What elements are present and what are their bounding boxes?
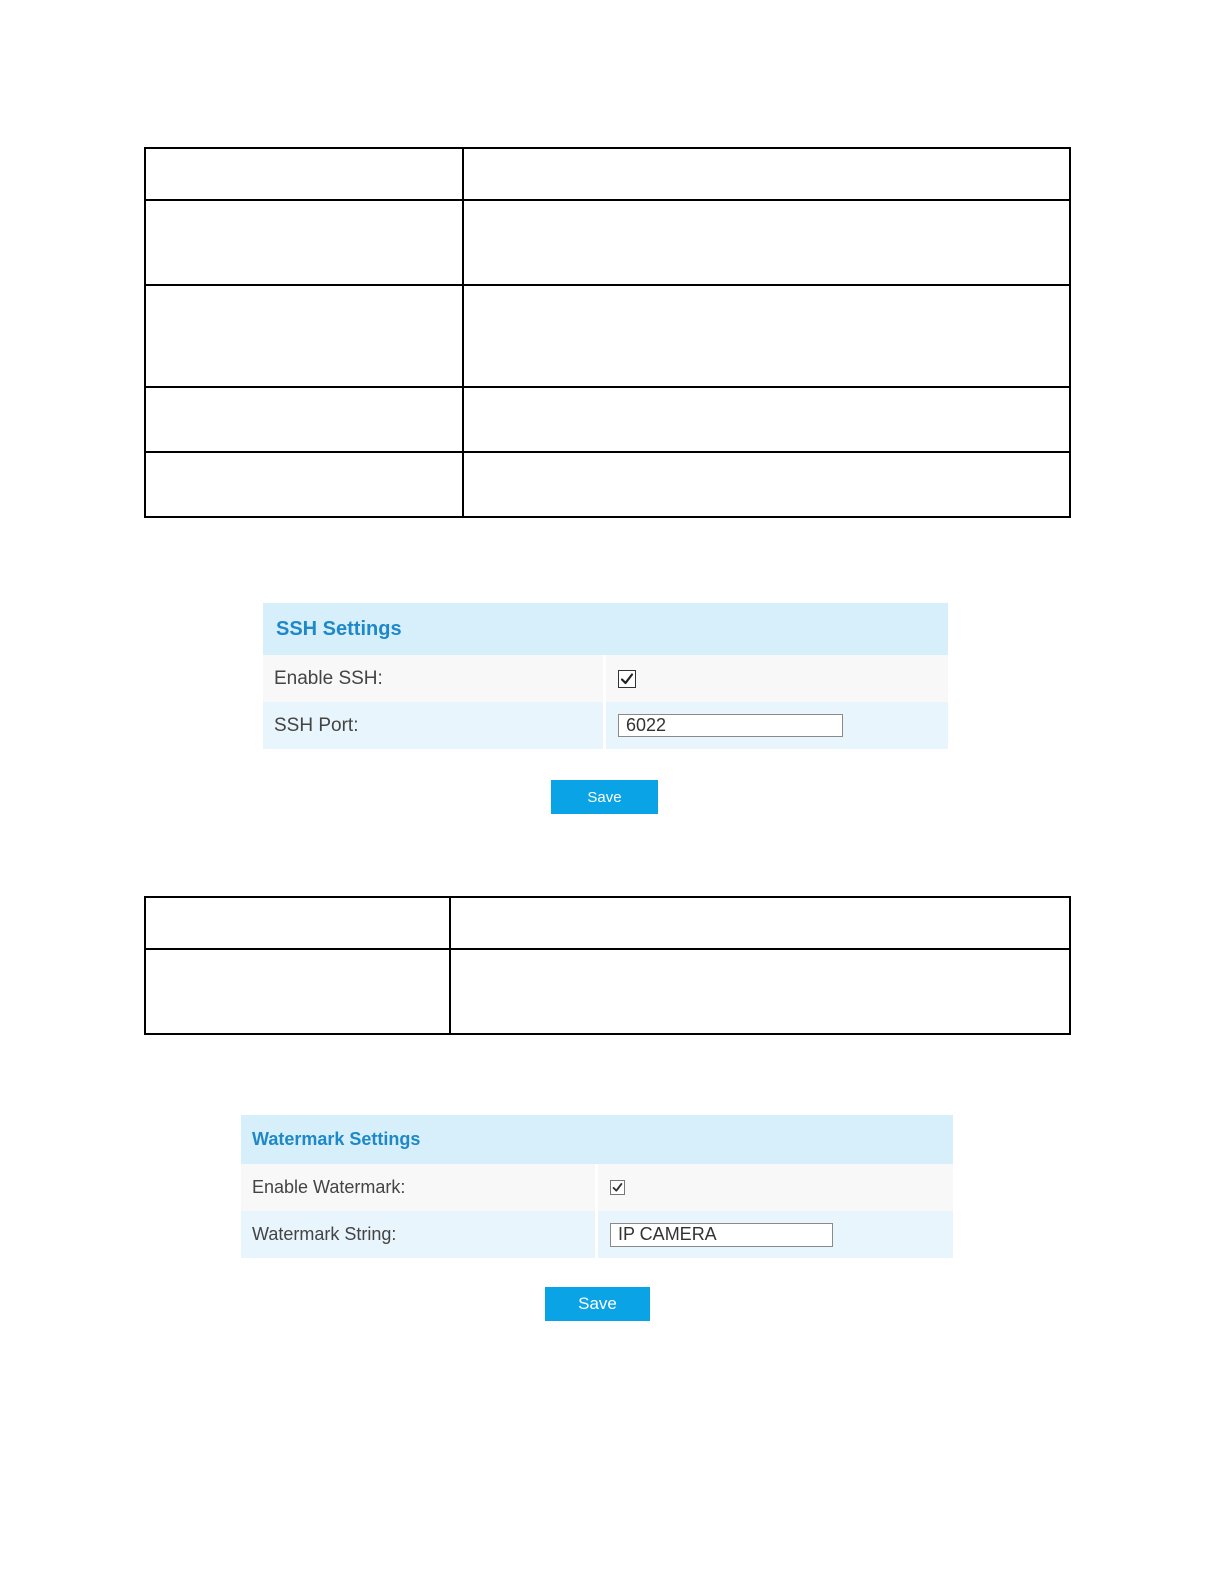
ssh-port-value bbox=[606, 714, 843, 737]
table-row bbox=[145, 452, 1070, 517]
ssh-port-input[interactable]: 6022 bbox=[618, 714, 843, 737]
table-cell bbox=[145, 949, 450, 1034]
enable-ssh-value bbox=[606, 670, 636, 688]
enable-watermark-row bbox=[241, 1164, 953, 1211]
watermark-string-value bbox=[598, 1223, 833, 1247]
table-row bbox=[145, 897, 1070, 949]
watermark-settings-title: Watermark Settings bbox=[241, 1115, 953, 1164]
table-cell bbox=[450, 949, 1070, 1034]
enable-watermark-value bbox=[598, 1180, 625, 1195]
ssh-save-button[interactable]: Save bbox=[551, 780, 658, 814]
table-cell bbox=[463, 285, 1070, 387]
watermark-string-row bbox=[241, 1211, 953, 1258]
enable-watermark-checkbox[interactable] bbox=[610, 1180, 625, 1195]
table-cell bbox=[463, 452, 1070, 517]
table-cell bbox=[463, 200, 1070, 285]
table-cell bbox=[145, 148, 463, 200]
table-cell bbox=[145, 387, 463, 452]
table-cell bbox=[463, 387, 1070, 452]
table-cell bbox=[450, 897, 1070, 949]
table-row bbox=[145, 200, 1070, 285]
table-row bbox=[145, 148, 1070, 200]
table-cell bbox=[463, 148, 1070, 200]
parameter-table-2 bbox=[144, 896, 1071, 1035]
enable-watermark-label: Enable Watermark: bbox=[252, 1177, 406, 1197]
checkmark-icon bbox=[620, 672, 634, 686]
table-cell bbox=[145, 897, 450, 949]
ssh-settings-panel bbox=[263, 603, 948, 749]
table-row bbox=[145, 285, 1070, 387]
enable-ssh-label: Enable SSH: bbox=[274, 667, 383, 689]
table-cell bbox=[145, 285, 463, 387]
watermark-string-input[interactable]: IP CAMERA bbox=[610, 1223, 833, 1247]
enable-ssh-checkbox[interactable] bbox=[618, 670, 636, 688]
enable-ssh-row bbox=[263, 655, 948, 702]
checkmark-icon bbox=[612, 1182, 623, 1193]
watermark-settings-panel bbox=[241, 1115, 953, 1258]
parameter-table-1 bbox=[144, 147, 1071, 518]
watermark-string-label: Watermark String: bbox=[252, 1224, 397, 1244]
ssh-port-label: SSH Port: bbox=[274, 714, 359, 736]
ssh-port-row bbox=[263, 702, 948, 749]
table-cell bbox=[145, 452, 463, 517]
table-row bbox=[145, 949, 1070, 1034]
ssh-settings-title: SSH Settings bbox=[263, 603, 948, 655]
table-row bbox=[145, 387, 1070, 452]
table-cell bbox=[145, 200, 463, 285]
watermark-save-button[interactable]: Save bbox=[545, 1287, 650, 1321]
